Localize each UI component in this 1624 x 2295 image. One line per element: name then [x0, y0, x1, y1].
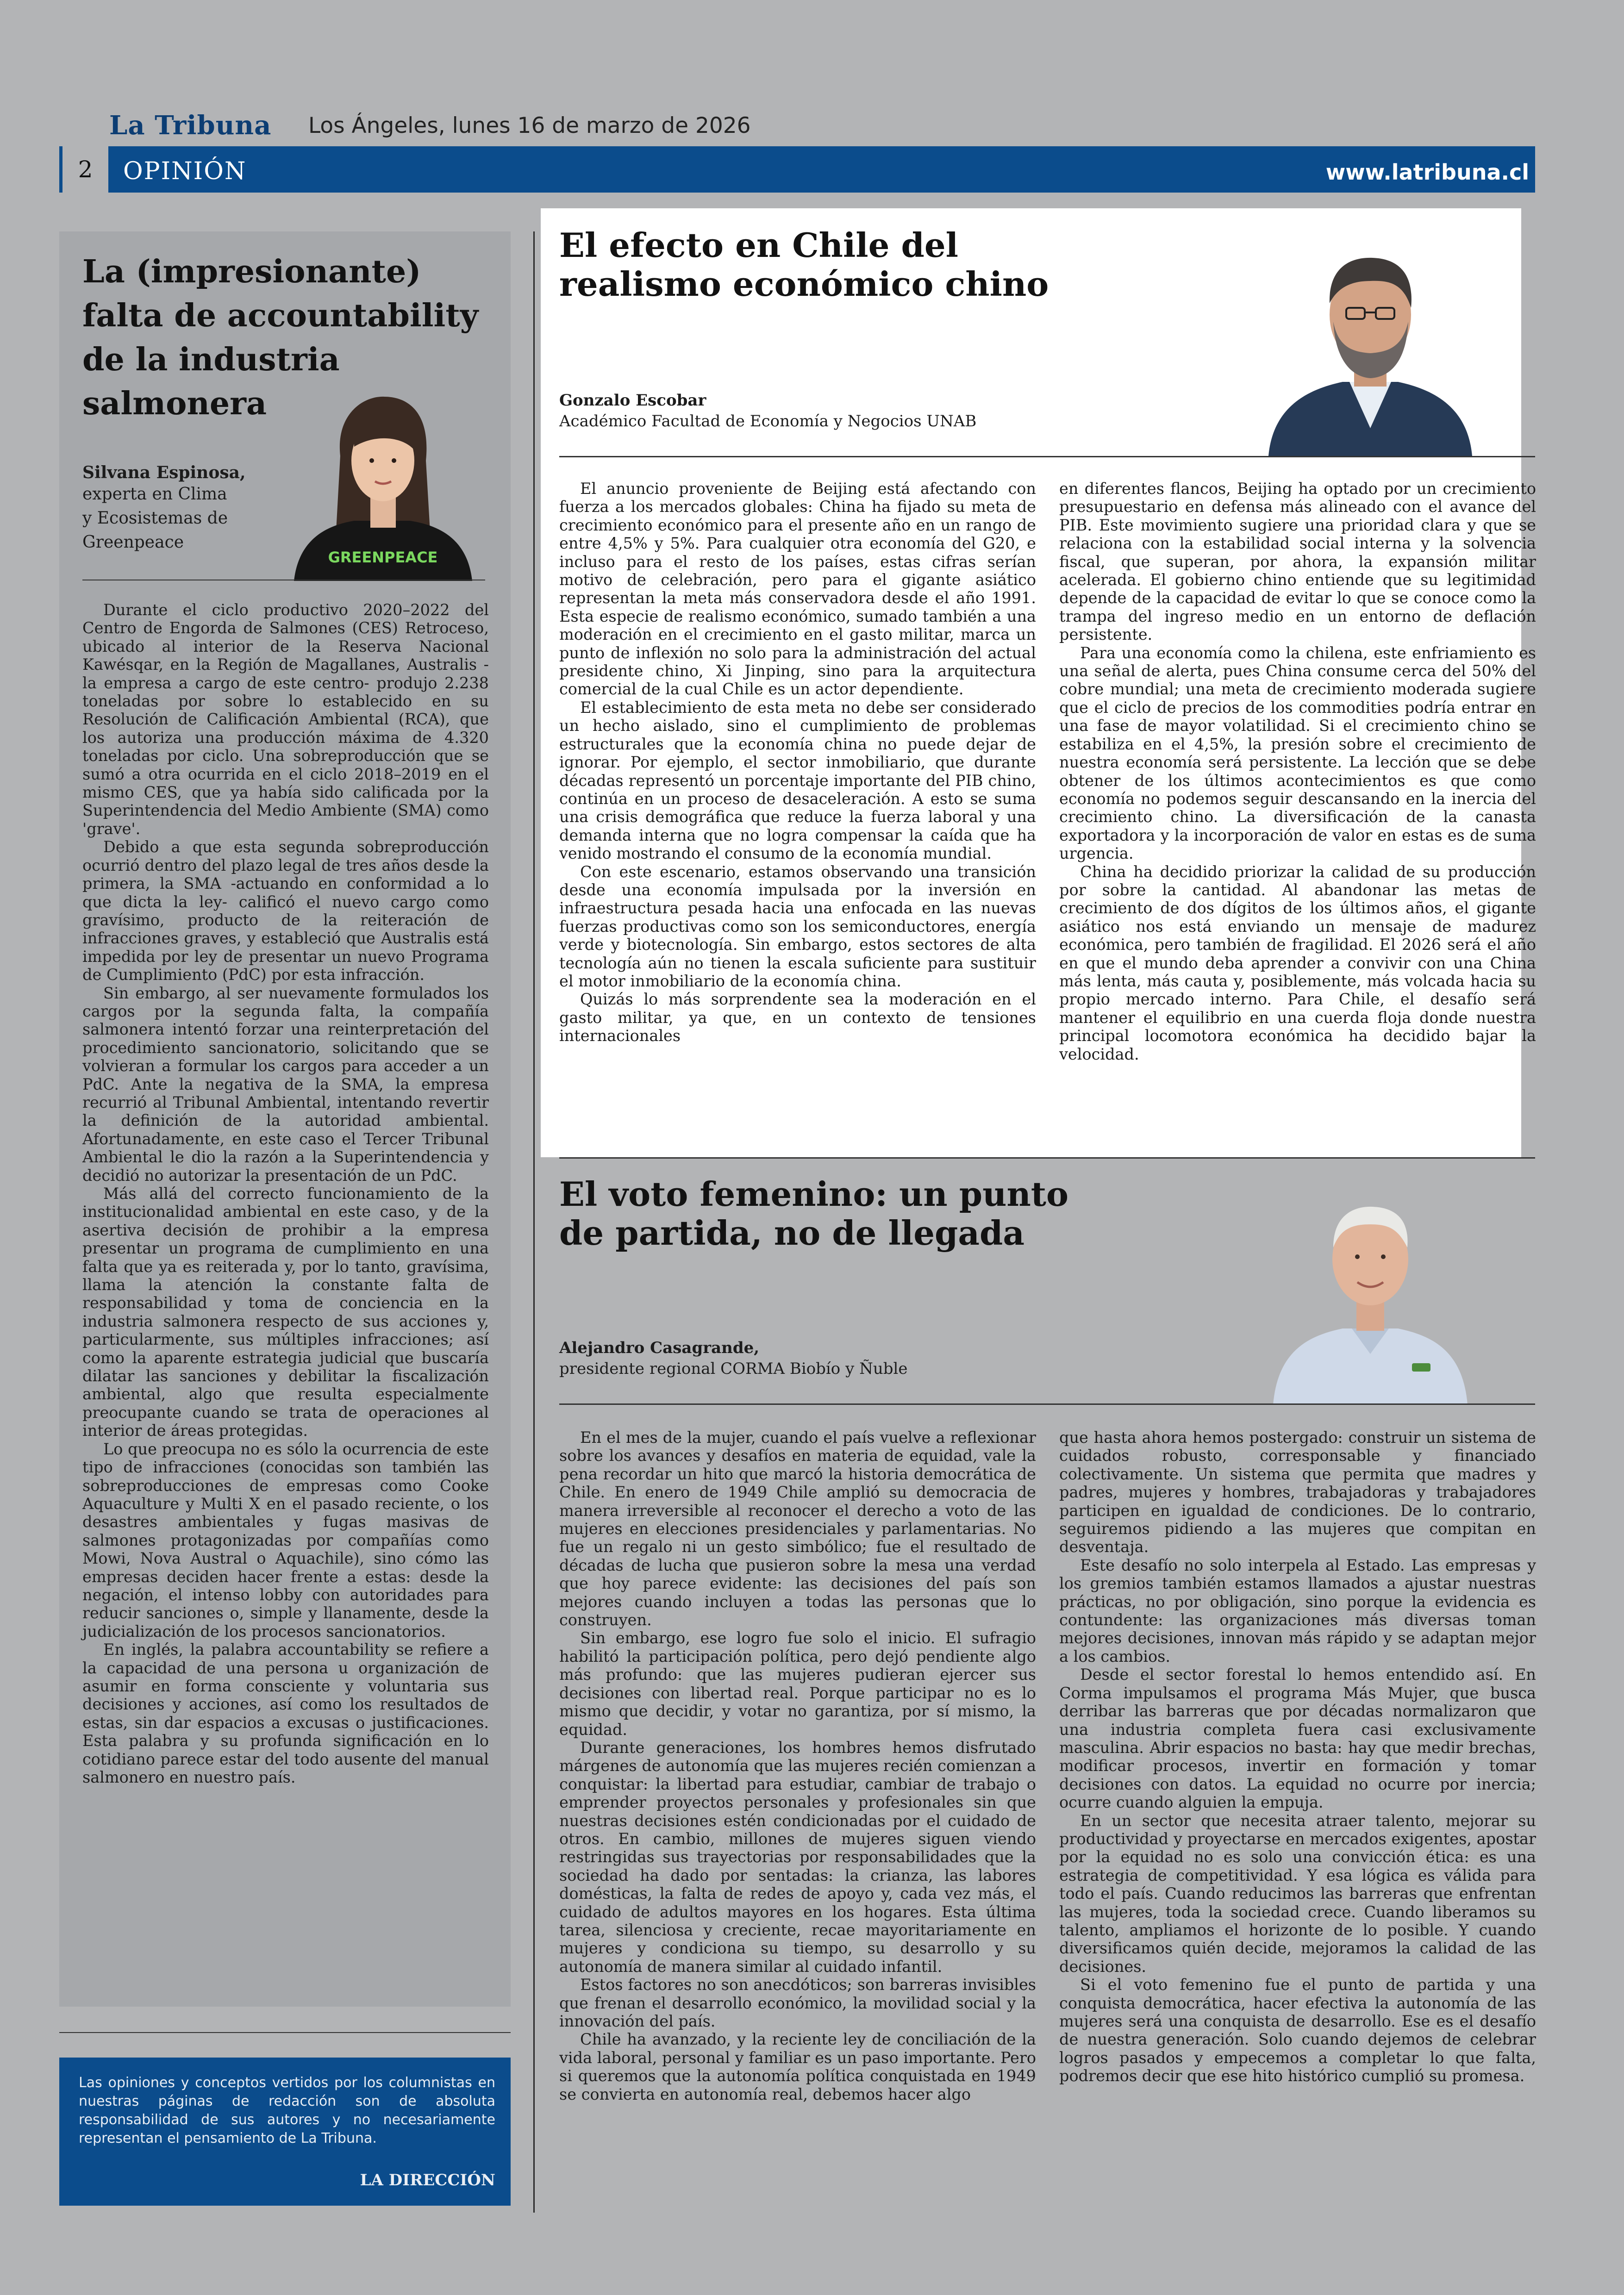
top-paragraph: El anuncio proveniente de Beijing está afectando con fuerza a los mercados globales: China ha fijado su meta de crecimiento económico para el presente año en un rango de entre 4,5% y 5%. Para cualquier otra economía del G20, e incluso para el resto de los países, estas cifras serían motivo de celebración, pero para el gigante asiático representan la meta más conservadora desde el año 1991. Esta especie de realismo económico, sumado también a una moderación en el crecimiento en el gasto militar, marca un punto de inflexión no solo para la administración del actual presidente chino, Xi Jinping, sino para la arquitectura comercial de la cual Chile es un actor dependiente.: [559, 480, 1036, 698]
left-paragraph: Durante el ciclo productivo 2020–2022 del Centro de Engorda de Salmones (CES) Retroceso, ubicado al interior de la Reserva Nacional Kawésqar, en la Región de Magallanes, Australis -la empresa a cargo de este centro- produjo 2.238 toneladas por sobre lo establecido en su Resolución de Calificación Ambiental (RCA), que los autoriza una producción máxima de 4.320 toneladas por ciclo. Una sobreproducción que se sumó a otra ocurrida en el ciclo 2018–2019 en el mismo CES, que ya había sido calificada por la Superintendencia del Medio Ambiente (SMA) como 'grave'.: [82, 601, 489, 838]
page-number: 2: [59, 146, 108, 193]
bottom-paragraph: Este desafío no solo interpela al Estado. Las empresas y los gremios también estamos llamados a ajustar nuestras prácticas, no por obligación, sino porque la evidencia es contundente: las organizaciones más diversas toman mejores decisiones, innovan más rápido y se adaptan mejor a los cambios.: [1059, 1556, 1536, 1665]
bottom-paragraph: Sin embargo, ese logro fue solo el inicio. El sufragio habilitó la participación política, pero dejó pendiente algo más profundo: que las mujeres pudieran ejercer sus decisiones con libertad real. Porque participar no es lo mismo que decidir, y votar no garantiza, por sí mismo, la equidad.: [559, 1629, 1036, 1739]
top-author-photo: [1259, 229, 1481, 456]
top-paragraph: Quizás lo más sorprendente sea la moderación en el gasto militar, ya que, en un contexto de tensiones internacionales: [559, 990, 1036, 1045]
bottom-paragraph: Chile ha avanzado, y la reciente ley de conciliación de la vida laboral, personal y familiar es un paso importante. Pero si queremos que la autonomía política conquistada en 1949 se convierta en autonomía real, debemos hacer algo: [559, 2030, 1036, 2103]
bottom-article-title: [559, 1175, 1207, 1253]
bottom-title-line1: El voto femenino: un punto: [559, 1174, 1069, 1214]
bottom-article-col1: [559, 1428, 1036, 2103]
left-paragraph: Debido a que esta segunda sobreproducción ocurrió dentro del plazo legal de tres años desde la primera, la SMA -actuando en conformidad a lo que dicta la ley- calificó el nuevo cargo como gravísimo, producto de la reiteración de infracciones graves, y estableció que Australis está impedida por ley de presentar un nuevo Programa de Cumplimiento (PdC) por esta infracción.: [82, 838, 489, 984]
left-bottom-divider: [59, 2032, 511, 2033]
top-paragraph: Para una economía como la chilena, este enfriamiento es una señal de alerta, pues China consume cerca del 50% del cobre mundial; una meta de crecimiento moderada sugiere que el ciclo de precios de los commodities podría entrar en una fase de mayor volatilidad. Si el crecimiento chino se estabiliza en el 4,5%, la presión sobre el crecimiento de nuestra economía será persistente. La lección que se debe obtener de los últimos acontecimientos es que como economía no podemos seguir descansando en la inercia del crecimiento chino. La diversificación de la canasta exportadora y la incorporación de valor en estas es de suma urgencia.: [1059, 643, 1536, 863]
bottom-paragraph: Durante generaciones, los hombres hemos disfrutado márgenes de autonomía que las mujeres recién comienzan a conquistar: la libertad para estudiar, cambiar de trabajo o emprender proyectos personales y profesionales sin que nuestras decisiones estén condicionadas por el cuidado de otros. En cambio, millones de mujeres siguen viendo restringidas sus trayectorias por responsabilidades que la sociedad ha dado por sentadas: la crianza, las labores domésticas, la falta de redes de apoyo y, cada vez más, el cuidado de adultos mayores en los hogares. Esta última tarea, silenciosa y creciente, recae mayoritariamente en mujeres y condiciona su tiempo, su desarrollo y su autonomía de manera similar al cuidado infantil.: [559, 1738, 1036, 1976]
bottom-paragraph: Estos factores no son anecdóticos; son barreras invisibles que frenan el desarrollo económico, la movilidad social y la innovación del país.: [559, 1976, 1036, 2030]
newspaper-logo: La Tribuna: [109, 110, 272, 141]
bottom-article-col2: [1059, 1428, 1536, 2085]
left-author-role-line2: y Ecosistemas de: [82, 509, 228, 528]
left-paragraph: Lo que preocupa no es sólo la ocurrencia de este tipo de infracciones (conocidas son también las sobreproducciones de empresas como Cooke Aquaculture y Multi X en el pasado reciente, o los desastres ambientales y fugas masivas de salmones protagonizadas por compañías como Mowi, Nova Austral o Aquachile), sino cómo las empresas deciden hacer frente a estas: desde la negación, el intenso lobby con autoridades para reducir sanciones o, simple y llanamente, desde la judicialización de los procesos sancionatorios.: [82, 1440, 489, 1640]
bottom-paragraph: En un sector que necesita atraer talento, mejorar su productividad y proyectarse en mercados exigentes, apostar por la equidad no es solo una convicción ética: es una estrategia de competitividad. Y esa lógica es válida para todo el país. Cuando reducimos las barreras que enfrentan las mujeres, toda la sociedad crece. Cuando liberamos su talento, ampliamos el horizonte de lo posible. Y cuando diversificamos quién decide, mejoramos la calidad de las decisiones.: [1059, 1811, 1536, 1976]
bottom-author-block: [559, 1339, 1161, 1380]
dateline: Los Ángeles, lunes 16 de marzo de 2026: [308, 113, 751, 138]
left-article-title: La (impresionante) falta de accountability de la industria salmonera: [82, 253, 479, 422]
top-paragraph: China ha decidido priorizar la calidad de su producción por sobre la cantidad. Al abandonar las metas de crecimiento de dos dígitos de los últimos años, el gigante asiático nos está enviando un mensaje de madurez económica, pero también de fragilidad. El 2026 será el año en que el mundo deba aprender a convivir con una China más lenta, más cauta y, posiblemente, más volcada hacia su propio mercado interno. Para Chile, el desafío será mantener el equilibrio en una cuerda floja donde nuestra principal locomotora económica ha decidido bajar la velocidad.: [1059, 862, 1536, 1063]
website-link[interactable]: www.latribuna.cl: [1325, 160, 1529, 185]
left-paragraph: Sin embargo, al ser nuevamente formulados los cargos por la segunda falta, la compañía salmonera intentó forzar una reinterpretación del procedimiento sancionatorio, solicitando que se volvieran a formular los cargos para acceder a un PdC. Ante la negativa de la SMA, la empresa recurrió al Tribunal Ambiental, intentando revertir la definición de la autoridad ambiental. Afortunadamente, en este caso el Tercer Tribunal Ambiental le dio la razón a la Superintendencia y decidió no autorizar la presentación de un PdC.: [82, 984, 489, 1185]
bottom-paragraph: En el mes de la mujer, cuando el país vuelve a reflexionar sobre los avances y desafíos en materia de equidad, vale la pena recordar un hito que marcó la historia democrática de Chile. En enero de 1949 Chile amplió su democracia de manera irreversible al reconocer el derecho a voto de las mujeres en elecciones presidenciales y parlamentarias. No fue un regalo ni un gesto simbólico; fue el resultado de décadas de lucha que pusieron sobre la mesa una verdad que hoy parece evidente: las decisiones del país son mejores cuando incluyen a todas las personas que lo construyen.: [559, 1428, 1036, 1629]
top-article-col2: [1059, 480, 1536, 1063]
top-paragraph: Con este escenario, estamos observando una transición desde una economía impulsada por la inversión en infraestructura pesada hacia una enfocada en las nuevas fuerzas productivas como son los semiconductores, energía verde y biotecnología. Sin embargo, estos sectores de alta tecnología aún no tienen la escala suficiente para sustituir el motor inmobiliario de la economía china.: [559, 862, 1036, 990]
section-bar: [59, 146, 1535, 193]
left-paragraph: Más allá del correcto funcionamiento de la institucionalidad ambiental en este caso, y de la asertiva decisión de prohibir a la empresa presentar un programa de cumplimiento en una falta que ya es reiterada y, por lo tanto, gravísima, llama la atención la constante falta de responsabilidad y toma de conciencia en la industria salmonera respecto de sus acciones y, particularmente, sus múltiples infracciones; así como la aparente estrategia judicial que buscaría dilatar las sanciones y debilitar la fiscalización ambiental, algo que resulta especialmente preocupante cuando se trata de operaciones al interior de áreas protegidas.: [82, 1185, 489, 1440]
editorial-disclaimer-text: Las opiniones y conceptos vertidos por los columnistas en nuestras páginas de redacción son de absoluta responsabilidad de sus autores y no necesariamente representan el pensamiento de La Tribuna.: [79, 2075, 495, 2146]
bottom-paragraph: que hasta ahora hemos postergado: construir un sistema de cuidados robusto, corresponsable y financiado colectivamente. Un sistema que permita que madres y padres, mujeres y hombres, trabajadoras y trabajadores participen en igualdad de condiciones. De lo contrario, seguiremos pidiendo a las mujeres que compitan en desventaja.: [1059, 1428, 1536, 1556]
top-author-name: Gonzalo Escobar: [559, 391, 706, 410]
top-title-line1: El efecto en Chile del: [559, 225, 959, 265]
top-author-divider: [559, 456, 1535, 457]
column-divider: [533, 231, 535, 2213]
top-title-line2: realismo económico chino: [559, 264, 1049, 304]
left-author-photo: [285, 387, 479, 581]
bottom-author-divider: [559, 1403, 1535, 1405]
top-paragraph: El establecimiento de esta meta no debe ser considerado un hecho aislado, sino el cumplimiento de problemas estructurales que la economía china no puede dejar de ignorar. Por ejemplo, el sector inmobiliario, que durante décadas representó un porcentaje importante del PIB chino, continúa en un proceso de desaceleración. A esto se suma una crisis demográfica que reduce la fuerza laboral y una demanda interna que no logra compensar la caída que ha venido mostrando el consumo de la economía mundial.: [559, 698, 1036, 863]
bottom-author-photo: [1259, 1178, 1481, 1405]
left-author-role-line3: Greenpeace: [82, 533, 184, 552]
top-author-block: [559, 391, 1161, 433]
bottom-paragraph: Desde el sector forestal lo hemos entendido así. En Corma impulsamos el programa Más Mujer, que busca derribar las barreras que por décadas normalizaron que una industria completa fuera casi exclusivamente masculina. Abrir espacios no basta: hay que medir brechas, modificar procesos, invertir en formación y tomar decisiones con datos. La equidad no ocurre por inercia; ocurre cuando alguien la empuja.: [1059, 1665, 1536, 1812]
left-author-role-line1: experta en Clima: [82, 485, 227, 504]
top-paragraph: en diferentes flancos, Beijing ha optado por un crecimiento presupuestario en defensa más alineado con el avance del PIB. Este movimiento sugiere una prioridad clara y que se relaciona con la estabilidad social interna y la solvencia fiscal, que superan, por ahora, la expansión militar acelerada. El gobierno chino entiende que su legitimidad depende de la capacidad de evitar lo que se conoce como la trampa del ingreso medio en un entorno de deflación persistente.: [1059, 480, 1536, 644]
editorial-signature: LA DIRECCIÓN: [360, 2171, 495, 2189]
section-label: OPINIÓN: [123, 157, 247, 185]
articles-divider: [559, 1157, 1535, 1159]
bottom-author-name: Alejandro Casagrande,: [559, 1339, 760, 1357]
top-article-col1: [559, 480, 1036, 1045]
left-paragraph: En inglés, la palabra accountability se refiere a la capacidad de una persona u organización de asumir en forma consciente y voluntaria sus decisiones y acciones, así como los resultados de estas, sin dar espacios a excusas o justificaciones. Esta palabra y su profunda significación en lo cotidiano parece estar del todo ausente del manual salmonero en nuestro país.: [82, 1640, 489, 1786]
bottom-author-role: presidente regional CORMA Biobío y Ñuble: [559, 1360, 908, 1378]
top-author-role: Académico Facultad de Economía y Negocios UNAB: [559, 412, 977, 430]
left-author-name: Silvana Espinosa,: [82, 463, 246, 482]
left-article-body: [82, 601, 489, 1786]
left-author-block: [82, 463, 300, 555]
greenpeace-shirt-text: GREENPEACE: [328, 549, 438, 566]
bottom-title-line2: de partida, no de llegada: [559, 1213, 1025, 1253]
bottom-paragraph: Si el voto femenino fue el punto de partida y una conquista democrática, hacer efectiva la autonomía de las mujeres será una conquista de desarrollo. Ese es el desafío de nuestra generación. Solo cuando dejemos de celebrar logros pasados y empecemos a completar lo que falta, podremos decir que ese hito histórico cumplió su promesa.: [1059, 1976, 1536, 2085]
top-article-title: [559, 226, 1207, 304]
